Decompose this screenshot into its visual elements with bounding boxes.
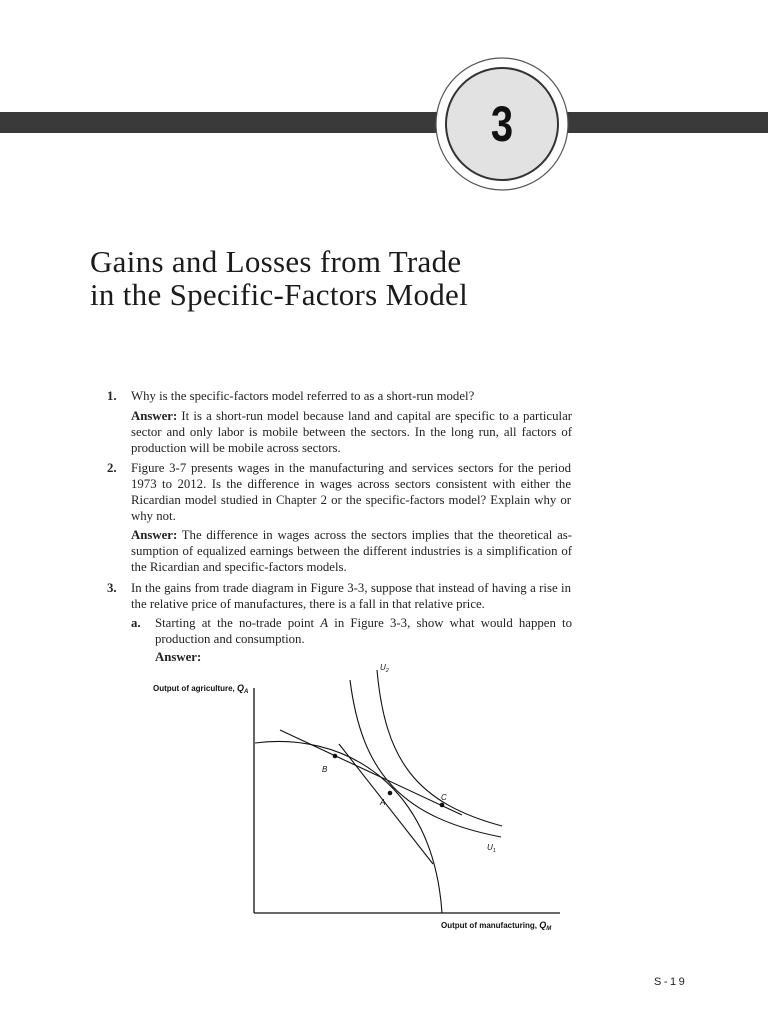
- x-axis-label: Output of manufacturing, $Q_M$: [441, 920, 552, 932]
- chapter-title: [90, 245, 468, 311]
- answer-label: Answer:: [131, 528, 178, 542]
- answer-3a-label: Answer:: [155, 650, 202, 664]
- question-2: [107, 460, 571, 524]
- no-trade-price-line: [339, 744, 433, 864]
- part-text-after: in Figure 3-3, show what would happen to production and consumption.: [155, 616, 572, 646]
- point-a-marker: [388, 791, 393, 796]
- point-c-label: C: [441, 793, 447, 802]
- answer-label: Answer:: [131, 409, 178, 423]
- question-text: In the gains from trade diagram in Figure 3-3, suppose that instead of having a rise in the relative price of manufactures, there is a fall in that relative price.: [131, 581, 571, 611]
- world-price-line: [280, 730, 462, 815]
- question-number: 1.: [107, 389, 117, 403]
- indifference-curve-u2: [377, 670, 502, 826]
- question-number: 2.: [107, 461, 117, 475]
- question-number: 3.: [107, 581, 117, 595]
- page-number: S-19: [654, 976, 688, 988]
- point-b-marker: [333, 754, 338, 759]
- part-text-before: Starting at the no-trade point: [155, 616, 321, 630]
- part-letter: a.: [131, 616, 141, 630]
- chapter-title-line-1: Gains and Losses from Trade: [90, 244, 462, 279]
- question-3a: [131, 615, 572, 647]
- ppf-curve: [255, 741, 442, 913]
- question-text: Why is the specific-factors model referred to as a short-run model?: [131, 389, 475, 403]
- indifference-curve-u1: [350, 680, 501, 837]
- part-point: A: [320, 616, 329, 630]
- question-text: Figure 3-7 presents wages in the manufacturing and services sectors for the period 1973 to 2012. Is the difference in wages across sectors consistent with either the Ricardian model studied in Chapter 2 or the specific-factors model? Explain why or why not.: [131, 461, 571, 523]
- answer-text: It is a short-run model because land and capital are specific to a particular sector and only labor is mobile between the sectors. In the long run, all factors of production will be mobile across sectors.: [131, 409, 573, 455]
- question-1: [107, 388, 571, 404]
- chapter-number: 3: [490, 96, 514, 152]
- question-3: [107, 580, 571, 612]
- curve-u2-label: $U_2$: [380, 663, 389, 674]
- y-axis-label: Output of agriculture, $Q_A$: [153, 683, 249, 695]
- answer-2: [131, 527, 572, 575]
- part-text: [155, 615, 572, 647]
- chapter-title-line-2: in the Specific-Factors Model: [90, 277, 469, 312]
- answer-1: [131, 408, 572, 456]
- gains-from-trade-diagram: [140, 660, 580, 940]
- point-a-label: A: [380, 798, 386, 807]
- chapter-header-bar: [0, 112, 768, 133]
- curve-u1-label: $U_1$: [487, 843, 496, 854]
- point-c-marker: [440, 803, 445, 808]
- point-b-label: B: [322, 765, 328, 774]
- answer-text: The difference in wages across the sectors implies that the theoretical assumption of equalized earnings between the different industries is a simplification of the Ricardian and specific-factors models.: [131, 528, 572, 574]
